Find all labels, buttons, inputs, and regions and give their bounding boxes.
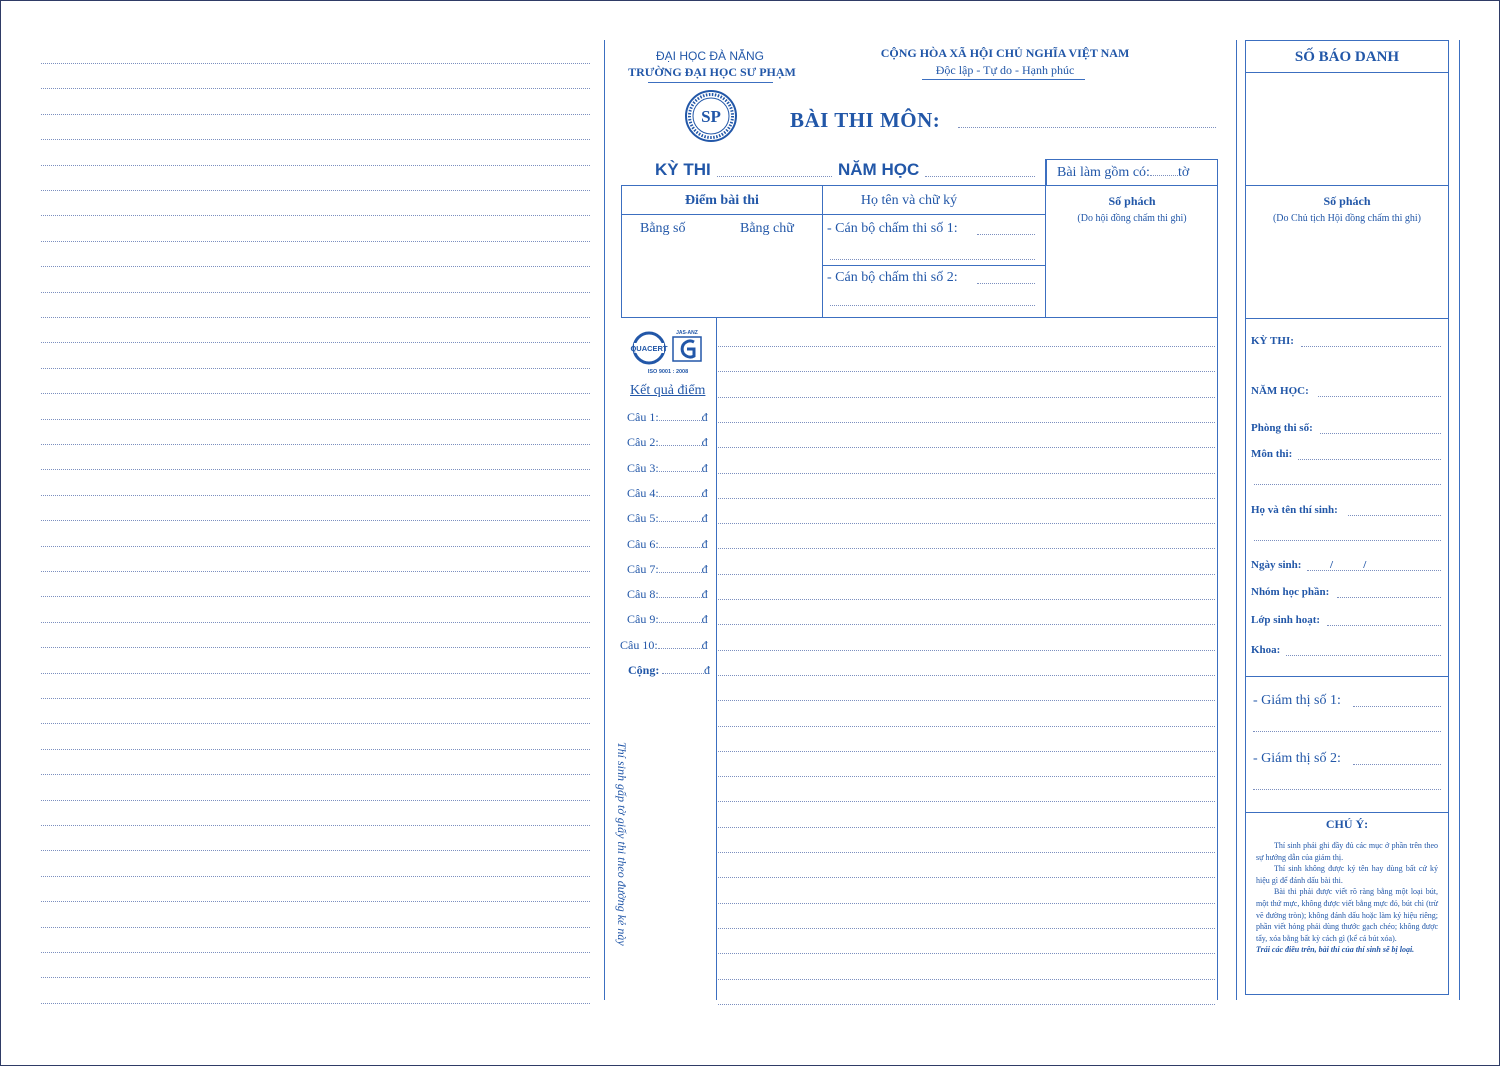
quacert-text: QUACERT [630,344,668,353]
question-score-row [620,638,708,653]
left-ruled-line[interactable] [41,368,590,369]
invigilator2-field-2[interactable] [1253,789,1441,790]
school-year-field[interactable] [925,176,1035,177]
stub-nam-hoc-label: NĂM HỌC: [1251,385,1309,397]
stub-field-line[interactable] [1254,540,1441,541]
score-table-divider-2 [1045,159,1046,318]
left-ruled-line[interactable] [41,622,590,623]
answer-ruled-line[interactable] [718,877,1215,878]
answer-ruled-line[interactable] [718,346,1215,347]
left-ruled-line[interactable] [41,495,590,496]
left-ruled-line[interactable] [41,393,590,394]
stub-field-line[interactable] [1320,433,1441,434]
by-words-label: Bằng chữ [740,221,794,236]
score-header: Điểm bài thi [685,193,759,208]
question-label: Câu 7: [627,561,659,576]
left-ruled-line[interactable] [41,901,590,902]
question-unit: đ [701,460,708,475]
grader2-label: - Cán bộ chấm thi số 2: [827,270,958,285]
exam-period-field[interactable] [717,176,832,177]
question-score-field[interactable] [659,435,702,446]
left-ruled-line[interactable] [41,1003,590,1004]
stub-so-phach-label: Số phách [1323,194,1371,208]
left-ruled-line[interactable] [41,342,590,343]
left-ruled-line[interactable] [41,215,590,216]
left-ruled-line[interactable] [41,444,590,445]
question-label: Câu 3: [627,460,659,475]
answer-ruled-line[interactable] [718,801,1215,802]
results-divider [716,318,717,1000]
answer-ruled-line[interactable] [718,548,1215,549]
question-label: Câu 10: [620,637,658,652]
notice-item-1: Thí sinh phải ghi đầy đủ các mục ở phần trên theo sự hướng dẫn của giám thị. [1256,841,1438,862]
notice-body [1256,840,1438,956]
answer-ruled-line[interactable] [718,852,1215,853]
question-unit: đ [701,485,708,500]
question-score-row [627,435,708,450]
answer-ruled-line[interactable] [718,397,1215,398]
question-score-field[interactable] [659,587,702,598]
left-ruled-line[interactable] [41,520,590,521]
by-number-label: Bằng số [640,221,686,236]
so-bao-danh-label: SỐ BÁO DANH [1294,49,1400,65]
grader2-field[interactable] [977,283,1035,284]
left-ruled-line[interactable] [41,977,590,978]
exam-period-label: KỲ THI [655,160,711,179]
motto: Độc lập - Tự do - Hạnh phúc [935,63,1075,77]
left-ruled-line[interactable] [41,317,590,318]
question-score-field[interactable] [659,486,702,497]
grader2-field-2[interactable] [830,305,1035,306]
question-score-row [627,612,708,627]
question-score-row [627,587,708,602]
question-score-field[interactable] [659,612,702,623]
exam-subject-label: BÀI THI MÔN: [790,108,941,132]
question-label: Câu 1: [627,410,659,424]
university-seal-logo [684,89,738,143]
seal-letters: SP [701,107,721,126]
question-label: Câu 5: [627,511,659,526]
results-title: Kết quả điểm [630,383,706,398]
left-ruled-line[interactable] [41,673,590,674]
stub-field-line[interactable] [1307,570,1441,571]
total-unit: đ [704,663,710,677]
stub-line-4 [1245,676,1449,677]
question-score-row [627,537,708,552]
question-unit: đ [701,536,708,551]
grader-separator [822,265,1046,266]
stub-khoa-label: Khoa: [1251,644,1281,656]
sheet-count-label [1057,165,1189,181]
stub-line-1 [1245,72,1449,73]
left-ruled-line[interactable] [41,800,590,801]
grader1-field-2[interactable] [830,259,1035,260]
question-score-field[interactable] [659,537,702,548]
stub-outer-line-left [1236,40,1237,1000]
answer-ruled-line[interactable] [718,371,1215,372]
answer-ruled-line[interactable] [718,827,1215,828]
school-year-label: NĂM HỌC [838,160,920,179]
answer-ruled-line[interactable] [718,675,1215,676]
left-ruled-line[interactable] [41,266,590,267]
answer-ruled-line[interactable] [718,473,1215,474]
question-score-row [627,486,708,501]
jas-text: JAS-ANZ [676,330,698,336]
stub-field-line[interactable] [1327,625,1441,626]
stub-ho-ten-label: Họ và tên thí sinh: [1251,504,1338,516]
question-score-field[interactable] [659,562,702,573]
so-bao-danh-field[interactable] [1247,74,1447,183]
question-unit: đ [701,435,708,450]
left-ruled-line[interactable] [41,419,590,420]
grader1-label: - Cán bộ chấm thi số 1: [827,221,958,236]
stub-line-2 [1245,185,1449,186]
iso-certification-logo [628,328,710,376]
invigilator1-field-2[interactable] [1253,731,1441,732]
question-label: Câu 9: [627,612,659,627]
total-field[interactable] [662,663,710,678]
so-phach-label: Số phách [1108,194,1156,208]
left-ruled-line[interactable] [41,952,590,953]
answer-ruled-line[interactable] [718,599,1215,600]
stub-lop-sinh-hoat-label: Lớp sinh hoạt: [1251,614,1321,626]
question-unit: đ [701,612,708,627]
question-score-field[interactable] [659,511,702,522]
answer-ruled-line[interactable] [718,903,1215,904]
answer-ruled-line[interactable] [718,650,1215,651]
left-ruled-line[interactable] [41,190,590,191]
left-ruled-line[interactable] [41,647,590,648]
question-score-field[interactable] [659,461,702,472]
stub-field-line[interactable] [1301,346,1441,347]
answer-ruled-line[interactable] [718,751,1215,752]
question-label: Câu 2: [627,435,659,450]
notice-title: CHÚ Ý: [1325,817,1369,831]
stub-ngay-sinh-label: Ngày sinh: [1251,559,1302,571]
left-ruled-line[interactable] [41,723,590,724]
so-phach-note: (Do hội đồng chấm thi ghi) [1077,213,1187,224]
left-ruled-line[interactable] [41,88,590,89]
stub-mon-thi-label: Môn thi: [1251,448,1293,460]
left-ruled-line[interactable] [41,469,590,470]
left-ruled-line[interactable] [41,749,590,750]
left-ruled-line[interactable] [41,698,590,699]
total-label: Cộng: [628,663,660,677]
invigilator1-label: - Giám thị số 1: [1253,693,1341,708]
answer-ruled-line[interactable] [718,1004,1215,1005]
question-score-row [627,410,708,425]
left-ruled-line[interactable] [41,774,590,775]
stub-ky-thi-label: KỲ THI: [1251,335,1294,347]
answer-ruled-line[interactable] [718,574,1215,575]
question-score-row [627,511,708,526]
stub-field-line[interactable] [1348,515,1441,516]
question-label: Câu 6: [627,536,659,551]
left-ruled-line[interactable] [41,927,590,928]
question-unit: đ [701,637,708,652]
invigilator2-label: - Giám thị số 2: [1253,751,1341,766]
question-score-row [627,562,708,577]
score-table-header-line [621,214,1046,215]
question-unit: đ [701,587,708,602]
answer-ruled-line[interactable] [718,523,1215,524]
stub-nhom-hoc-phan-label: Nhóm học phần: [1251,586,1330,598]
question-label: Câu 8: [627,587,659,602]
notice-warning: Trái các điều trên, bài thi của thí sinh sẽ bị loại. [1256,945,1415,955]
stub-field-line[interactable] [1286,655,1441,656]
stub-line-3 [1245,318,1449,319]
stub-so-phach-note: (Do Chủ tịch Hội đồng chấm thi ghi) [1272,213,1422,224]
answer-ruled-line[interactable] [718,624,1215,625]
question-score-field[interactable] [658,638,702,649]
notice-item-2: Thí sinh không được ký tên hay dùng bất cứ ký hiệu gì để đánh dấu bài thi. [1256,864,1438,885]
stub-field-line[interactable] [1337,597,1441,598]
grader-header: Họ tên và chữ ký [860,193,958,208]
school-name: TRƯỜNG ĐẠI HỌC SƯ PHẠM [628,65,796,79]
question-unit: đ [701,511,708,526]
exam-subject-field[interactable] [958,127,1216,128]
question-unit: đ [701,410,708,424]
answer-ruled-line[interactable] [718,928,1215,929]
left-ruled-line[interactable] [41,165,590,166]
stub-line-5 [1245,812,1449,813]
answer-ruled-line[interactable] [718,726,1215,727]
left-ruled-line[interactable] [41,139,590,140]
left-ruled-line[interactable] [41,63,590,64]
answer-ruled-line[interactable] [718,979,1215,980]
right-border-answer [1217,318,1218,1000]
iso-text: ISO 9001 : 2008 [647,369,689,375]
left-ruled-line[interactable] [41,596,590,597]
answer-ruled-line[interactable] [718,953,1215,954]
school-underline [648,82,773,83]
sheet-count-text: Bài làm gồm có: [1057,165,1150,180]
question-score-row [627,461,708,476]
stub-outer-line-right [1459,40,1460,1000]
sheet-count-unit: tờ [1177,165,1190,180]
birthdate-separators: / / [1330,559,1367,571]
answer-ruled-line[interactable] [718,422,1215,423]
left-ruled-line[interactable] [41,876,590,877]
left-ruled-line[interactable] [41,241,590,242]
stub-field-line[interactable] [1318,396,1441,397]
answer-ruled-line[interactable] [718,447,1215,448]
question-label: Câu 4: [627,485,659,500]
question-unit: đ [701,561,708,576]
invigilator1-field[interactable] [1353,706,1441,707]
sheet-count-field[interactable] [1150,165,1178,176]
university-name: ĐẠI HỌC ĐÀ NẴNG [655,49,764,63]
left-ruled-line[interactable] [41,114,590,115]
fold-note: Thí sinh gấp tờ giấy thi theo đường kẻ này [615,742,629,946]
grader1-field[interactable] [977,234,1035,235]
left-ruled-line[interactable] [41,850,590,851]
question-score-field[interactable] [659,410,702,421]
republic-title: CỘNG HÒA XÃ HỘI CHỦ NGHĨA VIỆT NAM [880,46,1130,60]
left-ruled-line[interactable] [41,825,590,826]
left-ruled-line[interactable] [41,546,590,547]
answer-ruled-line[interactable] [718,776,1215,777]
notice-item-3: Bài thi phải được viết rõ ràng bằng một loại bút, một thứ mực, không được viết bằng mực đỏ, bút chì (trừ vẽ đường tròn); không đánh dấu hoặc làm ký hiệu riêng; phần viết hỏng phải dùng thước gạch chéo; không được tẩy, xóa bằng bất kỳ cách gì (kể cả bút xóa). [1256,887,1438,943]
stub-field-line[interactable] [1298,459,1441,460]
stub-phong-thi-label: Phòng thi số: [1251,422,1313,434]
invigilator2-field[interactable] [1353,764,1441,765]
fold-line [604,40,605,1000]
answer-ruled-line[interactable] [718,700,1215,701]
answer-ruled-line[interactable] [718,498,1215,499]
left-ruled-line[interactable] [41,292,590,293]
left-ruled-line[interactable] [41,571,590,572]
motto-underline [922,79,1085,80]
stub-field-line[interactable] [1254,484,1441,485]
